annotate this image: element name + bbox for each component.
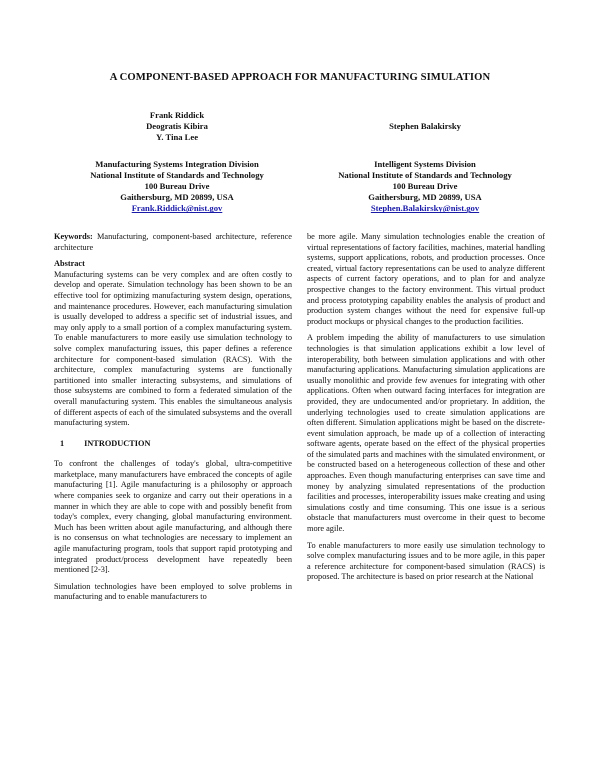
email-link[interactable]: Stephen.Balakirsky@nist.gov <box>370 203 480 214</box>
affiliation-line: Gaithersburg, MD 20899, USA <box>120 192 234 203</box>
affiliation-line: Intelligent Systems Division <box>374 158 476 169</box>
author-block-left <box>60 110 294 215</box>
body-paragraph: A problem impeding the ability of manufacturers to use simulation technologies is that simulation applications exhibit a low level of interoperability, both between simulation applications and with other manufacturing applications. Manufacturing simulation applications are usually monolithic and provide few avenues for integrating with other applications. Often when outward facing interfaces for integration are provided, they are undocumented and/or proprietary. In addition, the underlying technologies used to create simulation applications are often different. Simulation applications might be based on the discrete-event simulation approach, be made up of a collection of interacting software agents, operate based on the effect of the physical properties of the simulated parts and machines with the simulated environment, or be constructed based on a heterogeneous collection of these and other approaches. Even though manufacturing enterprises can save time and money by analyzing simulated representations of the production facilities and processes, interoperability issues make creating and using simulations costly and time consuming. This one issue is a serious obstacle that manufacturers must overcome in their quest to become more agile. <box>307 333 545 534</box>
body-paragraph: Simulation technologies have been employed to solve problems in manufacturing and to enable manufacturers to <box>54 581 292 602</box>
body-paragraph: To enable manufacturers to more easily use simulation technology to solve complex manufacturing issues and to be more agile, in this paper a reference architecture for component-based simulation (RACS) is proposed. The architecture is based on prior research at the National <box>307 540 545 582</box>
affiliation-line: 100 Bureau Drive <box>392 180 458 191</box>
section-heading <box>54 439 292 450</box>
keywords <box>54 232 292 253</box>
section-title: INTRODUCTION <box>84 438 151 448</box>
author-name: Deogratis Kibira <box>146 121 208 132</box>
abstract-text: Manufacturing systems can be very complex and are often costly to develop and operate. Simulation technology has been shown to be an effective tool for optimizing manufacturing system design, operations, and maintenance procedures. However, each manufacturing simulation is usually developed to address a specific set of industrial issues, and may only apply to a small portion of a complex manufacturing system. To enable manufacturers to more easily use simulation technology to solve complex manufacturing issues, this paper defines a reference architecture for component-based simulation (RACS). With the architecture, complex manufacturing systems are functionally partitioned into smaller interacting subsystems, and simulations of those subsystems are combined to form a federated simulation of the overall manufacturing system. This enables the simultaneous analysis of different aspects of each of the simulated subsystems and the overall manufacturing system. <box>54 269 292 428</box>
body-paragraph: be more agile. Many simulation technologies enable the creation of virtual representations of factory facilities, machines, material handling systems, support applications, robots, and production processes. Once created, virtual factory representations can be used to analyze different aspects of current factory operations, and to plan for and analyze prospective changes to the factory environment. This virtual product and process prototyping capability enables the analysis of product and production system changes without the need for expensive full-up product mockups or physical changes to the production facilities. <box>307 232 545 326</box>
affiliation-line: Gaithersburg, MD 20899, USA <box>368 192 482 203</box>
paper-title: A COMPONENT-BASED APPROACH FOR MANUFACTURING SIMULATION <box>109 72 491 83</box>
author-name: Stephen Balakirsky <box>389 121 461 132</box>
affiliation-line: Manufacturing Systems Integration Division <box>95 158 259 169</box>
keywords-text: Manufacturing, component-based architecture, reference architecture <box>54 232 292 252</box>
email-link[interactable]: Frank.Riddick@nist.gov <box>131 203 223 214</box>
section-number: 1 <box>60 438 65 448</box>
affiliation-line: National Institute of Standards and Technology <box>90 169 264 180</box>
affiliation-line: National Institute of Standards and Technology <box>338 169 512 180</box>
author-name: Y. Tina Lee <box>155 132 199 143</box>
right-column <box>307 232 545 589</box>
keywords-label: Keywords: <box>54 232 93 241</box>
affiliation-line: 100 Bureau Drive <box>144 181 210 192</box>
author-block-right <box>305 110 545 215</box>
abstract-heading: Abstract <box>54 259 85 269</box>
body-paragraph: To confront the challenges of today's global, ultra-competitive marketplace, many manufacturers have embraced the concepts of agile manufacturing [1]. Agile manufacturing is a philosophy or approach where companies seek to organize and carry out their operations in a manner in which they are able to cope with and possibly benefit from today's complex, every changing, global manufacturing environment. Much has been written about agile manufacturing, and although there is no consensus on what technologies are necessary to implement an agile manufacturing program, tools that support rapid prototyping and integrated product/process development have repeatedly been mentioned [2-3]. <box>54 459 292 575</box>
author-name: Frank Riddick <box>149 110 205 120</box>
left-column <box>54 232 292 609</box>
